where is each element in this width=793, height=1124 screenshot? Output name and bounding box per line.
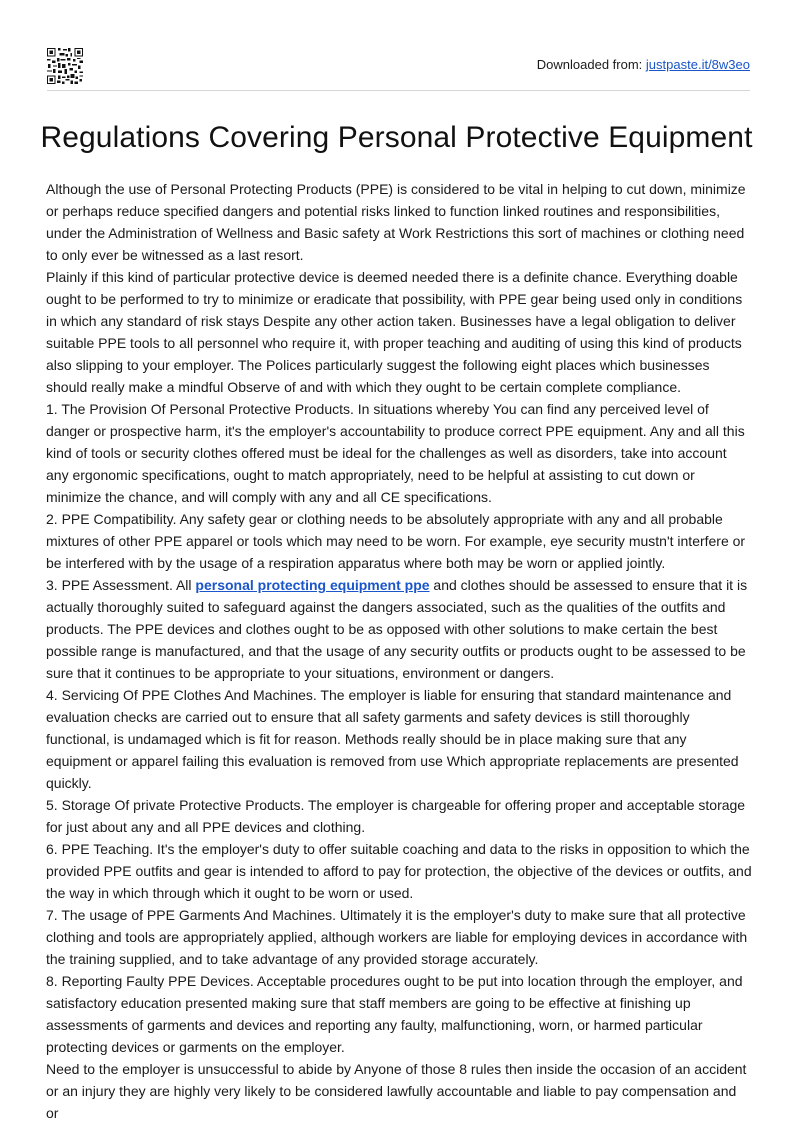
paragraph-rule-5: 5. Storage Of private Protective Products. The employer is chargeable for offering proper and acceptable storage for just about any and all PPE devices and clothing. bbox=[46, 797, 746, 835]
paragraph-intro: Although the use of Personal Protecting Products (PPE) is considered to be vital in helping to cut down, minimize or perhaps reduce specified dangers and potential risks linked to function linked routines and responsibilities, under the Administration of Wellness and Basic safety at Work Restrictions this sort of machines or clothing need to only ever be witnessed as a last resort. bbox=[46, 181, 746, 263]
rule-3-before: 3. PPE Assessment. All bbox=[46, 577, 196, 593]
paragraph-rule-3 bbox=[46, 574, 752, 684]
downloaded-from-label: Downloaded from: bbox=[536, 57, 646, 72]
rule-3-after: and clothes should be assessed to ensure that it is actually thoroughly suited to safeguard against the dangers associated, such as the qualities of the outfits and products. The PPE devices and clothes ought to be as opposed with other solutions to make certain the best possible range is manufactured, and that the usage of any security outfits or products ought to be assessed to be sure that it continues to be appropriate to your situations, environment or dangers. bbox=[46, 577, 748, 681]
page-title: Regulations Covering Personal Protective Equipment bbox=[40, 121, 753, 154]
paragraph-rule-4: 4. Servicing Of PPE Clothes And Machines. The employer is liable for ensuring that standard maintenance and evaluation checks are carried out to ensure that all safety garments and safety devices is still thoroughly functional, is undamaged which is fit for reason. Methods really should be in place making sure that any equipment or apparel failing this evaluation is removed from use Which appropriate replacements are presented quickly. bbox=[46, 687, 739, 791]
paragraph-rule-2: 2. PPE Compatibility. Any safety gear or clothing needs to be absolutely appropriate with any and all probable mixtures of other PPE apparel or tools which may need to be worn. For example, eye security mustn't interfere or be interfered with by the usage of a respiration apparatus where both may be worn or applied jointly. bbox=[46, 511, 746, 571]
source-line bbox=[537, 57, 750, 72]
qr-code-icon bbox=[47, 48, 83, 84]
paragraph-rule-8: 8. Reporting Faulty PPE Devices. Acceptable procedures ought to be put into location through the employer, and satisfactory education presented making sure that staff members are going to be effective at finishing up assessments of garments and devices and reporting any faulty, malfunctioning, worn, or harmed particular protecting devices or garments on the employer. bbox=[46, 973, 743, 1055]
paragraph-conclusion: Need to the employer is unsuccessful to abide by Anyone of those 8 rules then inside the occasion of an accident or an injury they are highly very likely to be considered lawfully accountable and liable to pay compensation and or bbox=[46, 1061, 747, 1121]
page-header bbox=[47, 46, 750, 91]
article-body bbox=[46, 178, 752, 1124]
paragraph-obligations: Plainly if this kind of particular protective device is deemed needed there is a definite chance. Everything doable ought to be performed to try to minimize or eradicate that possibility, with PPE gear being used only in conditions in which any standard of risk stays Despite any other action taken. Businesses have a legal obligation to deliver suitable PPE tools to all personnel who require it, with proper teaching and auditing of using this kind of products also slipping to your employer. The Polices particularly suggest the following eight places which businesses should really make a mindful Observe of and with which they ought to be certain complete compliance. bbox=[46, 269, 743, 395]
paragraph-rule-7: 7. The usage of PPE Garments And Machines. Ultimately it is the employer's duty to make sure that all protective clothing and tools are appropriately applied, although workers are liable for employing devices in accordance with the training supplied, and to take advantage of any provided storage accurately. bbox=[46, 907, 748, 967]
paragraph-rule-6: 6. PPE Teaching. It's the employer's duty to offer suitable coaching and data to the risks in opposition to which the provided PPE outfits and gear is intended to afford to pay for protection, the objective of the devices or outfits, and the way in which through which it ought to be worn or used. bbox=[46, 841, 752, 901]
source-link[interactable]: justpaste.it/8w3eo bbox=[645, 57, 750, 72]
ppe-link[interactable]: personal protecting equipment ppe bbox=[195, 577, 430, 593]
paragraph-rule-1: 1. The Provision Of Personal Protective Products. In situations whereby You can find any perceived level of danger or prospective harm, it's the employer's accountability to produce correct PPE equipment. Any and all this kind of tools or security clothes offered must be ideal for the challenges as well as disorders, take into account any ergonomic specifications, ought to match appropriately, need to be helpful at assisting to cut down or minimize the chance, and will comply with any and all CE specifications. bbox=[46, 401, 745, 505]
